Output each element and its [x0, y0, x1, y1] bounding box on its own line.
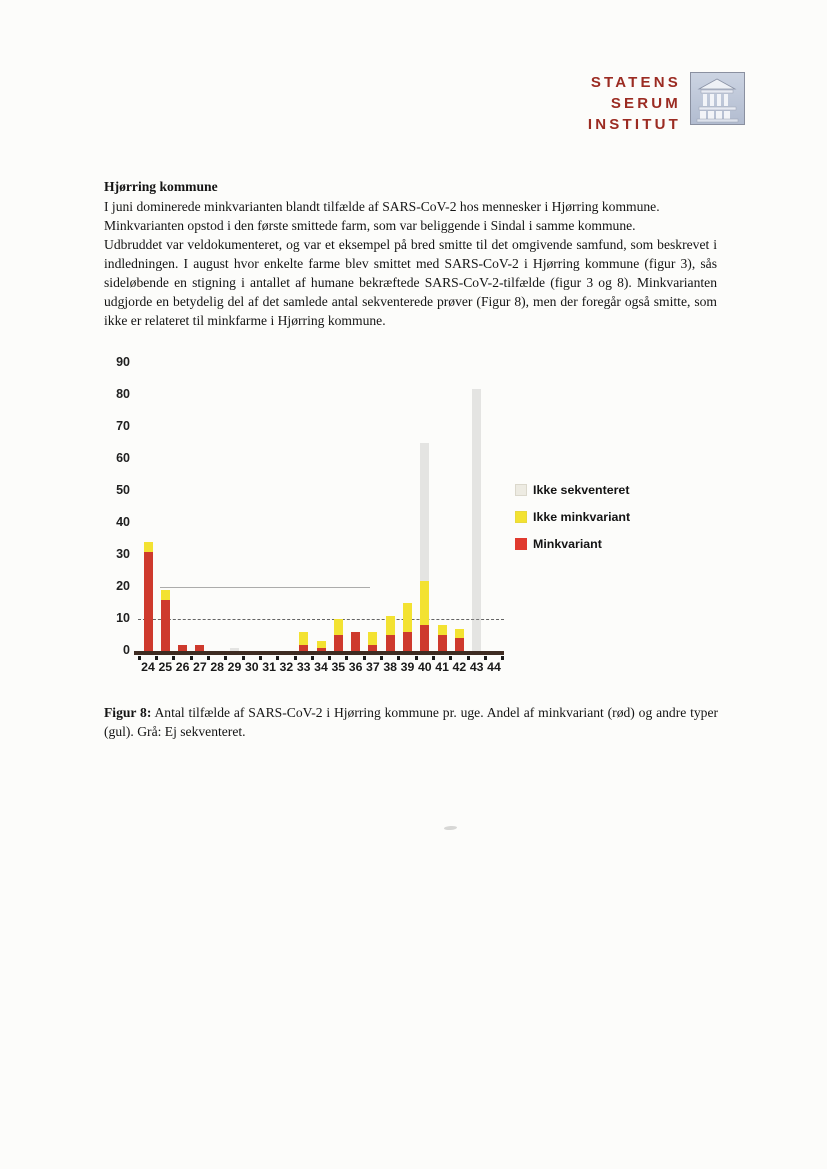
legend-item-ikke-minkvariant [515, 510, 630, 524]
figure-8-bar-chart [104, 352, 724, 687]
x-axis-tick [294, 656, 297, 660]
x-axis-label-week-36: 36 [348, 660, 363, 674]
x-axis-tick [449, 656, 452, 660]
y-axis-tick-label: 0 [123, 643, 130, 657]
bar-week-38-minkvariant [386, 635, 395, 651]
y-axis-tick-label: 50 [116, 483, 130, 497]
x-axis-tick [363, 656, 366, 660]
x-axis-tick [328, 656, 331, 660]
bar-week-36-minkvariant [351, 632, 360, 651]
x-axis-label-week-33: 33 [296, 660, 311, 674]
x-axis-label-week-42: 42 [452, 660, 467, 674]
bar-week-43-ikke-sekventeret [472, 389, 481, 651]
y-axis-tick-label: 10 [116, 611, 130, 625]
y-axis-tick-label: 70 [116, 419, 130, 433]
x-axis-label-week-24: 24 [141, 660, 155, 674]
x-axis-label-week-34: 34 [314, 660, 328, 674]
bar-week-42-minkvariant [455, 638, 464, 651]
bar-week-25-ikke-minkvariant [161, 590, 170, 600]
x-axis-tick [432, 656, 435, 660]
paragraph-1-line-1: I juni dominerede minkvarianten blandt tilfælde af SARS-CoV-2 hos mennesker i Hjørring kommune. [104, 199, 660, 214]
y-axis-tick-label: 30 [116, 547, 130, 561]
x-axis-label-week-38: 38 [383, 660, 398, 674]
x-axis-tick [207, 656, 210, 660]
section-heading: Hjørring kommune [104, 179, 218, 194]
legend-label: Ikke sekventeret [533, 483, 630, 497]
gridline-20 [160, 587, 370, 588]
legend-swatch-icon [515, 511, 527, 523]
logo-line-3: INSTITUT [587, 116, 681, 133]
paragraph-2: Udbruddet var veldokumenteret, og var et eksempel på bred smitte til det omgivende samfund, som beskrevet i indledningen. I august hvor enkelte farme blev smittet med SARS-CoV-2 i Hjørring kommune (figur 3), sås sideløbende en stigning i antallet af humane bekræftede SARS-CoV-2-tilfælde (figur 3 og 8). Minkvarianten udgjorde en betydelig del af det samlede antal sekventerede prøver (Figur 8), men der foregår også smitte, som ikke er relateret til minkfarme i Hjørring kommune. [104, 237, 717, 328]
x-axis-label-week-37: 37 [366, 660, 380, 674]
x-axis-label-week-44: 44 [487, 660, 501, 674]
bar-week-39-ikke-minkvariant [403, 603, 412, 632]
gridline-10 [138, 619, 504, 620]
x-axis-line [134, 651, 504, 655]
bar-week-35-ikke-minkvariant [334, 619, 343, 635]
figure-caption [104, 703, 718, 742]
y-axis-tick-label: 90 [116, 355, 130, 369]
y-axis-tick-label: 40 [116, 515, 130, 529]
bar-week-38-ikke-minkvariant [386, 616, 395, 635]
ssi-logo [588, 72, 745, 135]
x-axis-tick [155, 656, 158, 660]
legend-item-ikke-sekventeret [515, 483, 630, 497]
x-axis-tick [380, 656, 383, 660]
x-axis-tick [190, 656, 193, 660]
x-axis-tick [415, 656, 418, 660]
bar-week-40-minkvariant [420, 625, 429, 651]
bar-week-37-ikke-minkvariant [368, 632, 377, 645]
legend-swatch-icon [515, 484, 527, 496]
x-axis-label-week-40: 40 [417, 660, 432, 674]
x-axis-label-week-31: 31 [262, 660, 276, 674]
ssi-building-emblem-icon [690, 72, 745, 125]
x-axis-tick [311, 656, 314, 660]
ssi-logo-text [588, 72, 681, 135]
x-axis-tick [467, 656, 470, 660]
x-axis-tick [259, 656, 262, 660]
logo-line-1: STATENS [590, 74, 681, 91]
bar-week-33-ikke-minkvariant [299, 632, 308, 645]
bar-week-42-ikke-minkvariant [455, 629, 464, 639]
x-axis-tick [172, 656, 175, 660]
bar-week-40-ikke-minkvariant [420, 581, 429, 626]
legend-label: Ikke minkvariant [533, 510, 631, 524]
bar-week-41-minkvariant [438, 635, 447, 651]
x-axis-label-week-39: 39 [400, 660, 415, 674]
y-axis-tick-label: 20 [116, 579, 130, 593]
bar-week-39-minkvariant [403, 632, 412, 651]
x-axis-label-week-27: 27 [193, 660, 207, 674]
logo-line-2: SERUM [610, 95, 681, 112]
bar-week-24-ikke-minkvariant [144, 542, 153, 552]
article-body [104, 177, 717, 330]
x-axis-label-week-43: 43 [469, 660, 484, 674]
x-axis-tick [224, 656, 227, 660]
x-axis-tick [501, 656, 504, 660]
x-axis-tick [276, 656, 279, 660]
x-axis-tick [397, 656, 400, 660]
legend-label: Minkvariant [533, 537, 602, 551]
x-axis-tick [345, 656, 348, 660]
x-axis-label-week-29: 29 [227, 660, 242, 674]
chart-legend [515, 483, 630, 564]
scan-artifact [444, 826, 457, 831]
y-axis-tick-label: 80 [116, 387, 130, 401]
x-axis-label-week-30: 30 [244, 660, 259, 674]
x-axis-tick [138, 656, 141, 660]
x-axis-label-week-35: 35 [331, 660, 346, 674]
legend-swatch-icon [515, 538, 527, 550]
x-axis-label-week-32: 32 [279, 660, 294, 674]
legend-item-minkvariant [515, 537, 630, 551]
figure-caption-label: Figur 8: [104, 704, 152, 720]
paragraph-1-line-2: Minkvarianten opstod i den første smittede farm, som var beliggende i Sindal i samme kommune. [104, 218, 636, 233]
x-axis-label-week-25: 25 [158, 660, 173, 674]
bar-week-25-minkvariant [161, 600, 170, 651]
y-axis-tick-label: 60 [116, 451, 130, 465]
bar-week-24-minkvariant [144, 552, 153, 651]
x-axis-label-week-28: 28 [210, 660, 225, 674]
x-axis-tick [484, 656, 487, 660]
bar-week-41-ikke-minkvariant [438, 625, 447, 635]
bar-week-35-minkvariant [334, 635, 343, 651]
chart-plot-area [138, 363, 504, 651]
x-axis-label-week-41: 41 [435, 660, 449, 674]
x-axis-tick [242, 656, 245, 660]
building-illustration [691, 73, 744, 124]
x-axis-label-week-26: 26 [175, 660, 190, 674]
figure-caption-text: Antal tilfælde af SARS-CoV-2 i Hjørring kommune pr. uge. Andel af minkvariant (rød) og andre typer (gul). Grå: Ej sekventeret. [104, 704, 719, 740]
bar-week-40-ikke-sekventeret [420, 443, 429, 581]
bar-week-34-ikke-minkvariant [317, 641, 326, 647]
